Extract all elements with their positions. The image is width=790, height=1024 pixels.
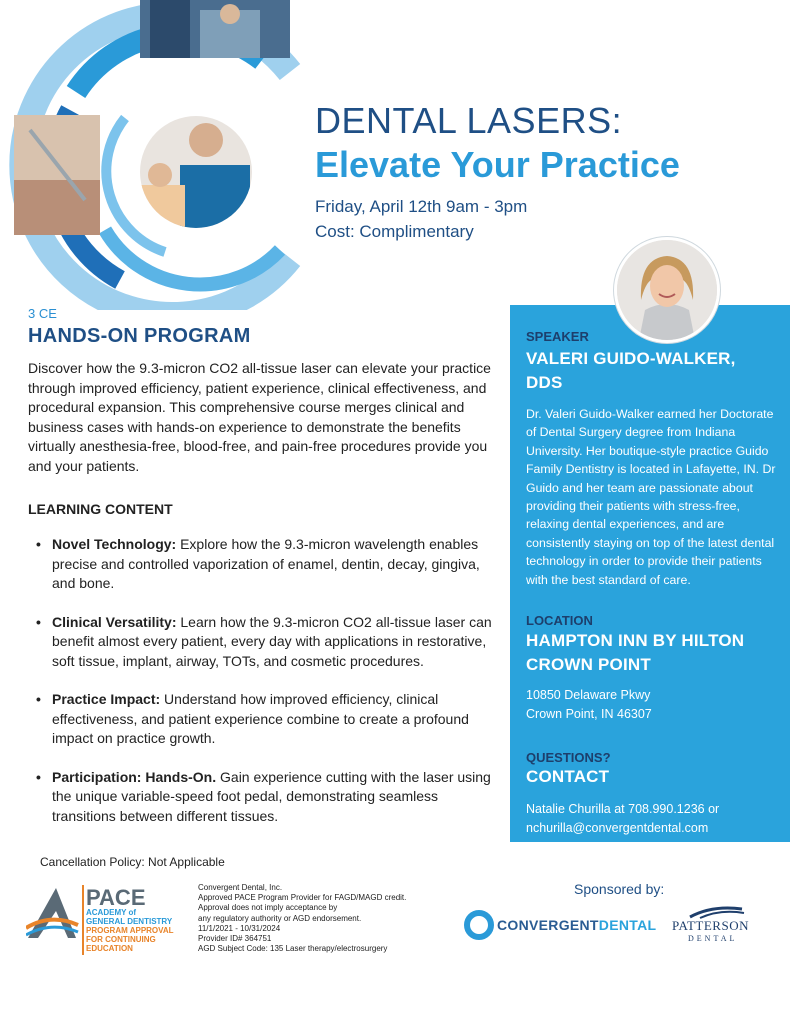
pace-logo-line: EDUCATION bbox=[86, 944, 133, 953]
location-address-2: Crown Point, IN 46307 bbox=[526, 707, 652, 722]
page-title: DENTAL LASERS: bbox=[315, 100, 623, 141]
contact-phone: Natalie Churilla at 708.990.1236 or bbox=[526, 802, 720, 817]
patterson-sub: DENTAL bbox=[688, 934, 738, 943]
speaker-photo-image bbox=[617, 240, 717, 340]
pace-logo-line: GENERAL DENTISTRY bbox=[86, 917, 173, 926]
pace-approval-text bbox=[198, 883, 428, 954]
ce-credits: 3 CE bbox=[28, 306, 57, 321]
cancellation-policy: Cancellation Policy: Not Applicable bbox=[40, 855, 225, 869]
event-cost: Cost: Complimentary bbox=[315, 222, 474, 241]
pace-line: Approved PACE Program Provider for FAGD/MAGD credit. bbox=[198, 893, 407, 903]
learning-list bbox=[28, 535, 493, 826]
program-section bbox=[28, 306, 493, 845]
title-block bbox=[315, 100, 785, 244]
pace-logo-line: FOR CONTINUING bbox=[86, 935, 156, 944]
item-heading: Novel Technology: bbox=[52, 536, 177, 552]
convergent-ring-icon bbox=[467, 913, 491, 937]
speaker-photo bbox=[614, 237, 720, 343]
pace-logo-line: PROGRAM APPROVAL bbox=[86, 926, 174, 935]
bullet-icon: • bbox=[36, 691, 41, 707]
contact-title: CONTACT bbox=[526, 767, 610, 787]
list-item bbox=[28, 535, 493, 594]
list-item bbox=[28, 613, 493, 672]
location-address-1: 10850 Delaware Pkwy bbox=[526, 688, 651, 703]
pace-logo-line: ACADEMY of bbox=[86, 908, 137, 917]
patterson-dental-logo bbox=[672, 905, 762, 945]
item-heading: Practice Impact: bbox=[52, 691, 161, 707]
pace-line: Provider ID# 364751 bbox=[198, 934, 272, 944]
bullet-icon: • bbox=[36, 613, 41, 630]
program-title: HANDS-ON PROGRAM bbox=[28, 325, 251, 347]
pace-line: 11/1/2021 - 10/31/2024 bbox=[198, 923, 281, 933]
learning-content-heading: LEARNING CONTENT bbox=[28, 501, 173, 517]
pace-line: any regulatory authority or AGD endorsement. bbox=[198, 913, 362, 923]
patterson-name: PATTERSON bbox=[672, 918, 749, 933]
pace-logo-name: PACE bbox=[86, 885, 146, 910]
list-item bbox=[28, 768, 493, 827]
bullet-icon: • bbox=[36, 768, 41, 785]
convergent-word: CONVERGENT bbox=[497, 917, 599, 933]
info-panel bbox=[510, 305, 790, 842]
contact-email[interactable]: nchurilla@convergentdental.com bbox=[526, 821, 709, 836]
convergent-dental-wordmark bbox=[497, 917, 656, 933]
page-subtitle: Elevate Your Practice bbox=[315, 144, 680, 185]
pace-line: AGD Subject Code: 135 Laser therapy/electrosurgery bbox=[198, 944, 388, 954]
list-item bbox=[28, 690, 493, 749]
location-name: HAMPTON INN BY HILTON CROWN POINT bbox=[526, 631, 745, 675]
pace-logo bbox=[26, 883, 196, 958]
item-heading: Participation: Hands-On. bbox=[52, 768, 217, 785]
speaker-bio: Dr. Valeri Guido-Walker earned her Doctorate of Dental Surgery degree from Indiana University. Her boutique-style practice Guido Family Dentistry is located in Lafayette, IN. Dr Guido and her team are passionate about providing their patients with stress-free, relaxing dental experiences, and are consistently staying on top of the latest dental technology in order to provide their patients with the best standard of care. bbox=[526, 407, 776, 587]
event-date: Friday, April 12th 9am - 3pm bbox=[315, 197, 528, 216]
dental-word: DENTAL bbox=[598, 917, 657, 933]
item-text: Learn how the 9.3-micron CO2 all-tissue laser can benefit almost every patient, every day with applications in restorative, soft tissue, implant, airway, TOTs, and cosmetic procedures. bbox=[52, 613, 492, 669]
location-label: LOCATION bbox=[526, 613, 593, 629]
item-text: Understand how improved efficiency, clinical effectiveness, and patient experience combine to create a profound impact on practice growth. bbox=[52, 691, 469, 746]
top-photo bbox=[140, 0, 290, 58]
program-description: Discover how the 9.3-micron CO2 all-tissue laser can elevate your practice through improved efficiency, patient experience, clinical effectiveness, and procedural expansion. This comprehensive course merges clinical and business cases with hands-on experience to demonstrate the benefits virtually anesthesia-free, blood-free, and pain-free procedures provide you and your patients. bbox=[28, 360, 491, 474]
left-photo bbox=[14, 115, 100, 235]
pace-line: Convergent Dental, Inc. bbox=[198, 883, 283, 892]
speaker-name: VALERI GUIDO-WALKER, DDS bbox=[526, 349, 736, 392]
sponsored-label: Sponsored by: bbox=[574, 881, 665, 897]
item-text: Gain experience cutting with the laser using the unique variable-speed foot pedal, demonstrating seamless transitions between different tissues. bbox=[52, 768, 491, 824]
bullet-icon: • bbox=[36, 536, 41, 552]
questions-label: QUESTIONS? bbox=[526, 750, 611, 766]
pace-line: Approval does not imply acceptance by bbox=[198, 903, 338, 913]
hero-graphic bbox=[0, 0, 320, 310]
speaker-label: SPEAKER bbox=[526, 329, 589, 344]
patterson-swoosh-icon bbox=[682, 905, 772, 919]
item-text: Explore how the 9.3-micron wavelength enables precise and controlled vaporization of enamel, dentin, decay, gingiva, and bone. bbox=[52, 536, 480, 591]
item-heading: Clinical Versatility: bbox=[52, 613, 177, 630]
